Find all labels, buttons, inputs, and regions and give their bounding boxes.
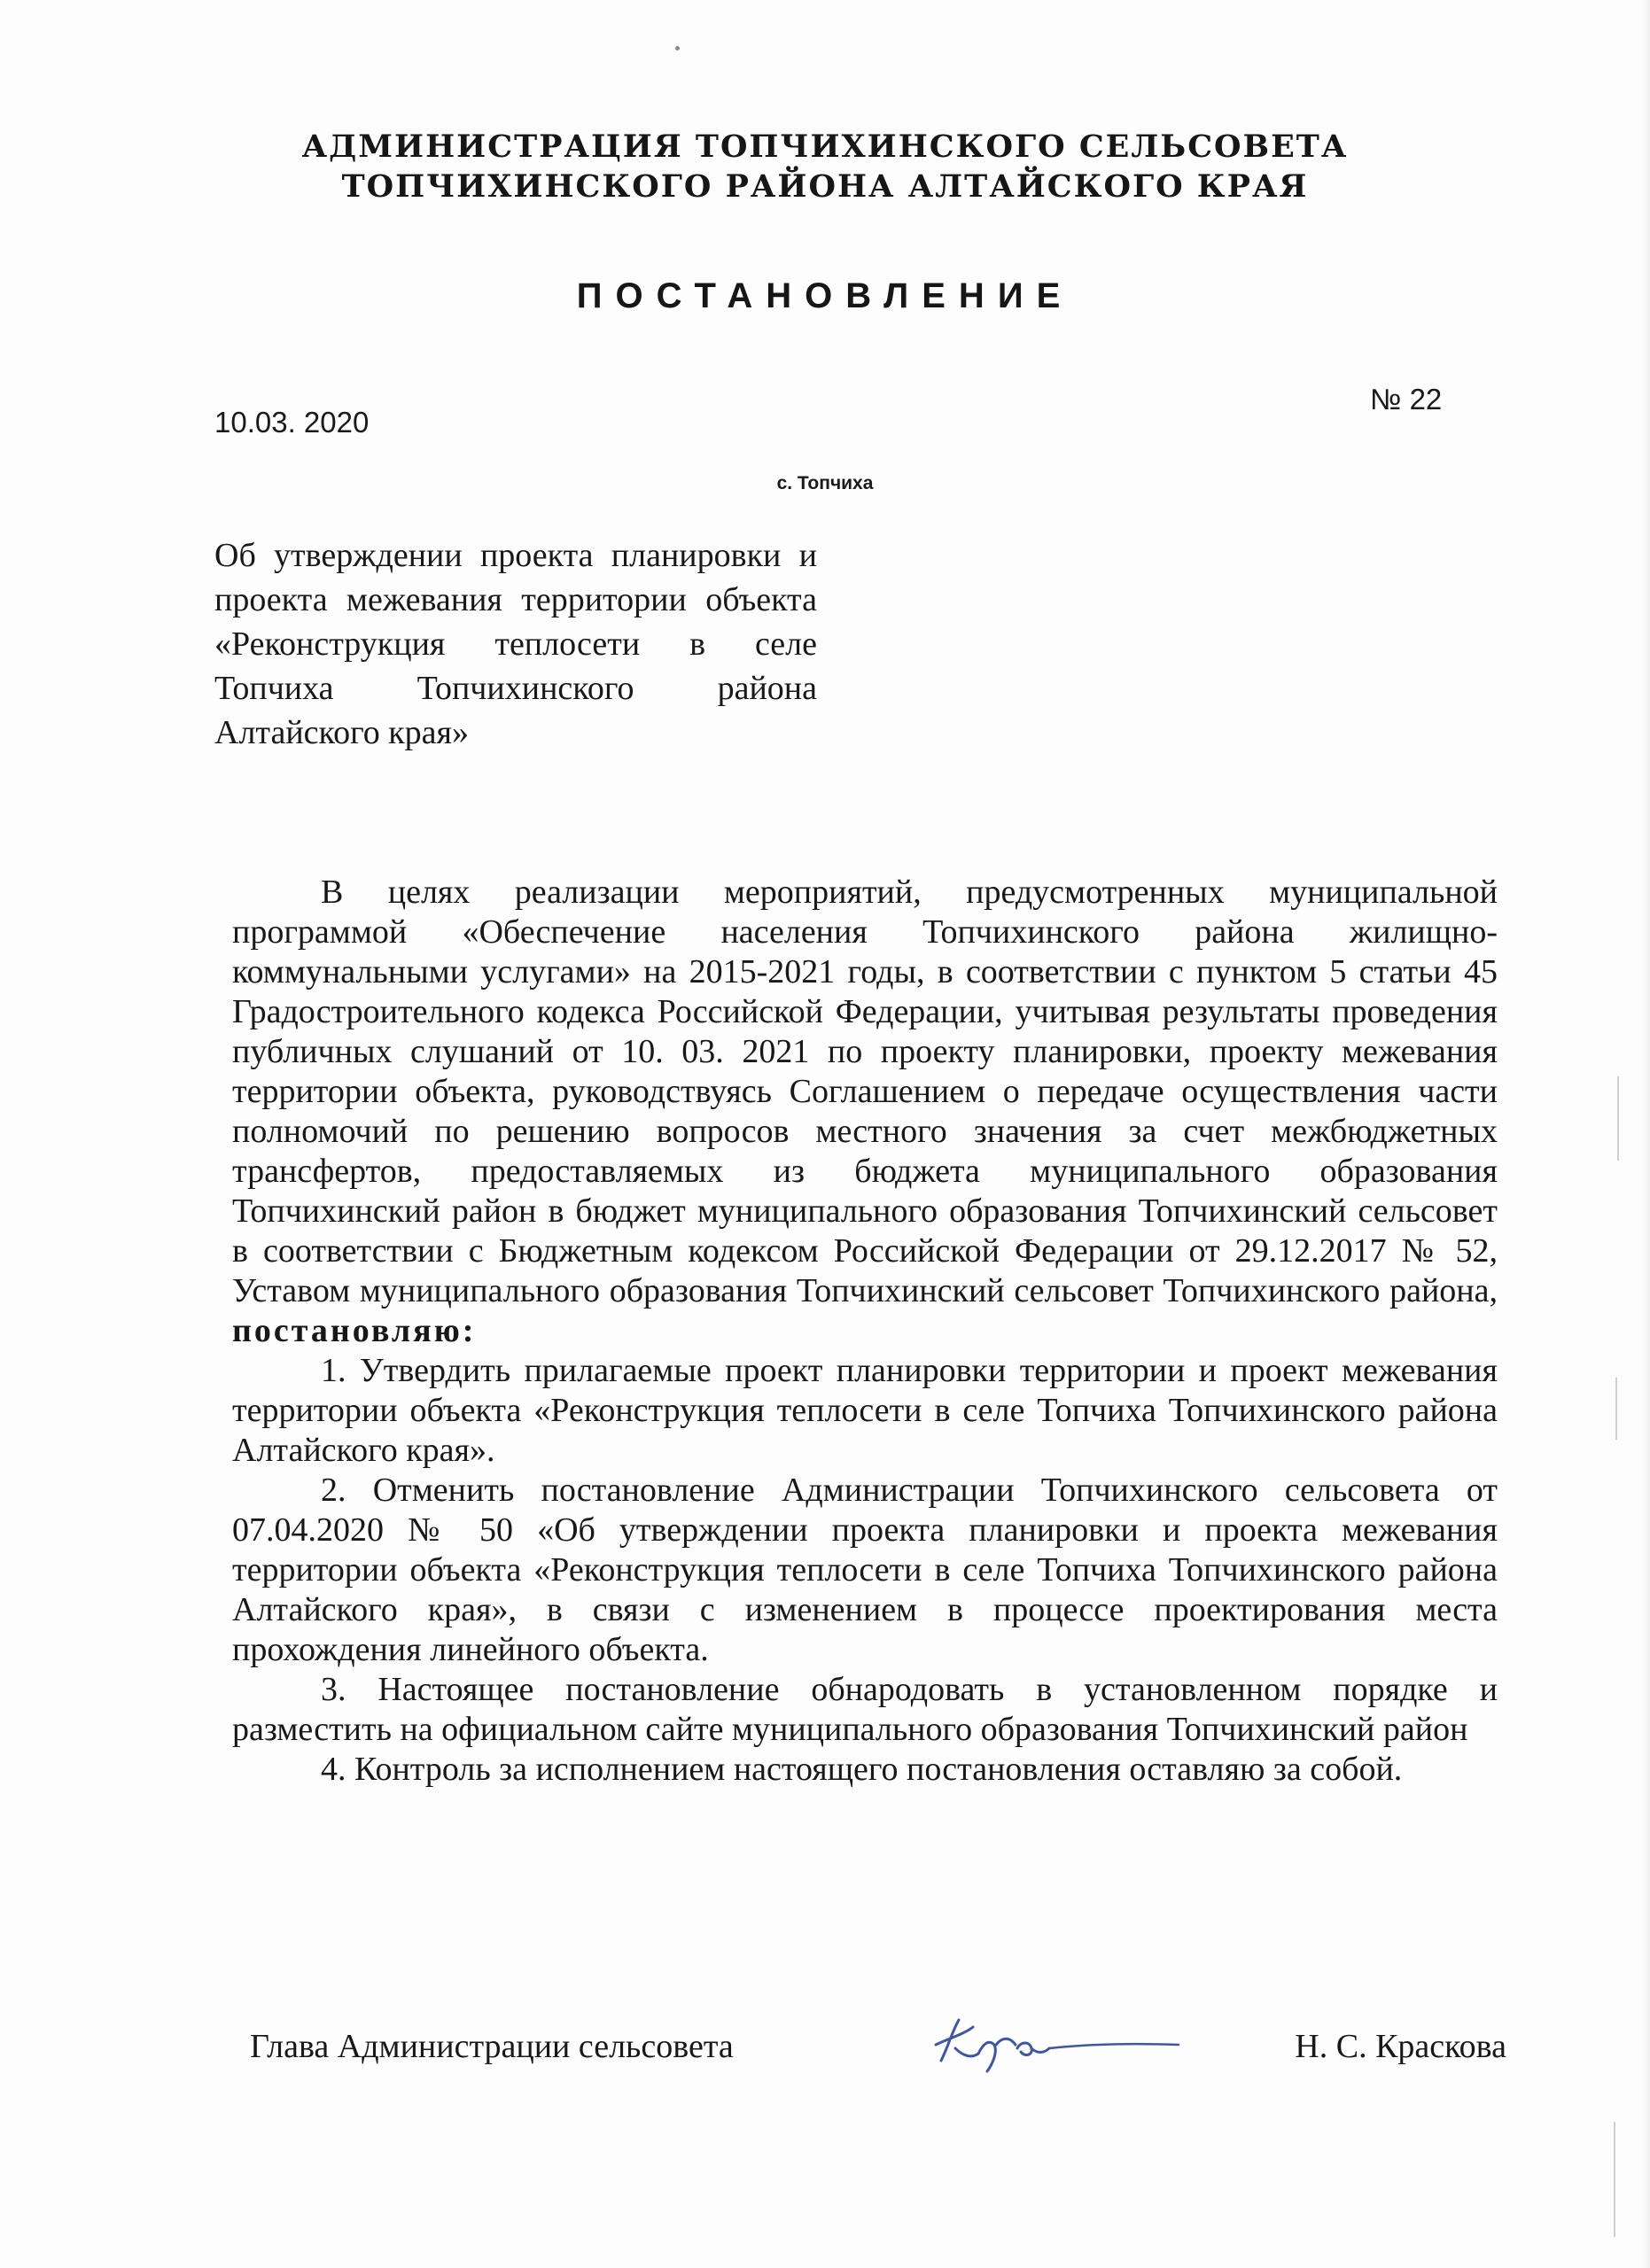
document-number: № 22 (1370, 383, 1443, 416)
scan-speck (675, 46, 680, 50)
signatory-title: Глава Администрации сельсовета (250, 2028, 734, 2065)
item-2: 2. Отменить постановление Администрации Топчихинского сельсовета от 07.04.2020 № 50 «Об утверждении проекта планировки и проекта межевания территории объекта «Реконструкция теплосети в селе Топчиха Топчихинского района Алтайского края», в связи с изменением в процессе проектирования места прохождения линейного объекта. (232, 1472, 1498, 1668)
document-type-title: ПОСТАНОВЛЕНИЕ (576, 276, 1074, 315)
scan-artifact-line (1615, 1378, 1617, 1440)
document-place: с. Топчиха (776, 473, 874, 493)
organization-line-1: АДМИНИСТРАЦИЯ ТОПЧИХИНСКОГО СЕЛЬСОВЕТА (301, 128, 1349, 165)
signatory-name: Н. С. Краскова (1295, 2028, 1506, 2065)
item-1: 1. Утвердить прилагаемые проект планировки территории и проект межевания территории объекта «Реконструкция теплосети в селе Топчиха Топчихинского района Алтайского края». (232, 1352, 1498, 1469)
scan-artifact-line (1614, 2122, 1615, 2237)
signature-row (250, 2027, 1506, 2080)
item-4: 4. Контроль за исполнением настоящего постановления оставляю за собой. (321, 1751, 1403, 1788)
resolve-word: постановляю: (232, 1312, 477, 1349)
item-3: 3. Настоящее постановление обнародовать в установленном порядке и разместить на официальном сайте муниципального образования Топчихинский район (232, 1671, 1498, 1748)
document-subject: Об утверждении проекта планировки и проекта межевания территории объекта «Реконструкция теплосети в селе Топчиха Топчихинского района Алтайского края» (214, 537, 817, 751)
handwritten-signature (922, 2009, 1187, 2080)
scan-artifact-line (1617, 1076, 1619, 1161)
scan-edge-shadow (1641, 0, 1650, 2268)
organization-line-2: ТОПЧИХИНСКОГО РАЙОНА АЛТАЙСКОГО КРАЯ (341, 168, 1309, 205)
document-date: 10.03. 2020 (214, 406, 370, 439)
preamble-paragraph (232, 873, 1498, 1351)
preamble-text: В целях реализации мероприятий, предусмотренных муниципальной программой «Обеспечение населения Топчихинского района жилищно-коммунальными услугами» на 2015-2021 годы, в соответствии с пунктом 5 статьи 45 Градостроительного кодекса Российской Федерации, учитывая результаты проведения публичных слушаний от 10. 03. 2021 по проекту планировки, проекту межевания территории объекта, руководствуясь Соглашением о передаче осуществления части полномочий по решению вопросов местного значения за счет межбюджетных трансфертов, предоставляемых из бюджета муниципального образования Топчихинский район в бюджет муниципального образования Топчихинский сельсовет в соответствии с Бюджетным кодексом Российской Федерации от 29.12.2017 № 52, Уставом муниципального образования Топчихинский сельсовет Топчихинского района, (232, 874, 1498, 1309)
document-body (232, 873, 1498, 1790)
